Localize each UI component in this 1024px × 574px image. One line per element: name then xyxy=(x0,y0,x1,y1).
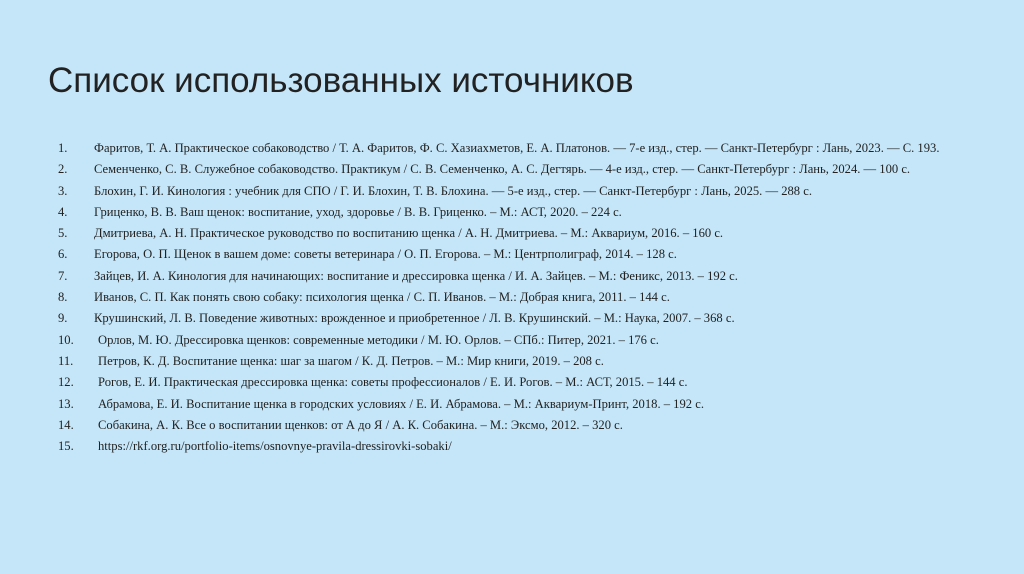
source-number: 1. xyxy=(58,141,68,155)
source-item xyxy=(58,244,978,265)
source-number: 2. xyxy=(58,162,68,177)
source-item xyxy=(58,266,978,287)
source-item xyxy=(58,330,978,351)
source-number: 15. xyxy=(58,439,74,454)
source-item xyxy=(58,308,978,329)
source-text: Петров, К. Д. Воспитание щенка: шаг за шагом / К. Д. Петров. – М.: Мир книги, 2019. – 208 с. xyxy=(98,353,604,368)
source-text: Фаритов, Т. А. Практическое собаководство / Т. А. Фаритов, Ф. С. Хазиахметов, Е. А. Платонов. — 7-е изд., стер. — Санкт-Петербург : Лань, 2023. — С. 193. xyxy=(94,141,940,155)
source-number: 10. xyxy=(58,332,74,347)
source-text: Зайцев, И. А. Кинология для начинающих: воспитание и дрессировка щенка / И. А. Зайцев. – М.: Феникс, 2013. – 192 с. xyxy=(94,268,738,283)
source-number: 5. xyxy=(58,226,68,241)
source-text: Дмитриева, А. Н. Практическое руководство по воспитанию щенка / А. Н. Дмитриева. – М.: Аквариум, 2016. – 160 с. xyxy=(94,226,724,241)
sources-list xyxy=(58,138,978,457)
source-number: 14. xyxy=(58,417,74,432)
source-text: Абрамова, Е. И. Воспитание щенка в городских условиях / Е. И. Абрамова. – М.: Аквариум-Принт, 2018. – 192 с. xyxy=(98,396,704,411)
source-item xyxy=(58,415,978,436)
source-item xyxy=(58,202,978,223)
source-number: 6. xyxy=(58,247,68,262)
source-text: Рогов, Е. И. Практическая дрессировка щенка: советы профессионалов / Е. И. Рогов. – М.: АСТ, 2015. – 144 с. xyxy=(98,375,688,390)
source-text: Семенченко, С. В. Служебное собаководство. Практикум / С. В. Семенченко, А. С. Дегтярь. — 4-е изд., стер. — Санкт-Петербург : Лань, 2024. — 100 с. xyxy=(94,162,911,177)
source-text: Иванов, С. П. Как понять свою собаку: психология щенка / С. П. Иванов. – М.: Добрая книга, 2011. – 144 с. xyxy=(94,290,670,305)
source-item xyxy=(58,223,978,244)
source-item xyxy=(58,394,978,415)
source-number: 3. xyxy=(58,183,68,198)
source-item xyxy=(58,351,978,372)
source-item xyxy=(58,436,978,457)
source-number: 12. xyxy=(58,375,74,390)
source-item xyxy=(58,138,978,159)
source-number: 7. xyxy=(58,268,68,283)
source-item xyxy=(58,159,978,180)
source-text: Орлов, М. Ю. Дрессировка щенков: современные методики / М. Ю. Орлов. – СПб.: Питер, 2021. – 176 с. xyxy=(98,332,659,347)
source-number: 9. xyxy=(58,311,68,326)
source-text: Блохин, Г. И. Кинология : учебник для СПО / Г. И. Блохин, Т. В. Блохина. — 5-е изд., стер. — Санкт-Петербург : Лань, 2025. — 288 с. xyxy=(94,183,812,198)
source-item xyxy=(58,287,978,308)
slide-title: Список использованных источников xyxy=(48,61,634,100)
source-number: 11. xyxy=(58,353,74,368)
source-text: Собакина, А. К. Все о воспитании щенков: от А до Я / А. К. Собакина. – М.: Эксмо, 2012. – 320 с. xyxy=(98,417,623,432)
source-number: 13. xyxy=(58,396,74,411)
source-text: Егорова, О. П. Щенок в вашем доме: советы ветеринара / О. П. Егорова. – М.: Центрполиграф, 2014. – 128 с. xyxy=(94,247,677,262)
source-link[interactable]: https://rkf.org.ru/portfolio-items/osnovnye-pravila-dressirovki-sobaki/ xyxy=(98,439,452,454)
source-item xyxy=(58,372,978,393)
source-number: 8. xyxy=(58,290,68,305)
source-text: Крушинский, Л. В. Поведение животных: врожденное и приобретенное / Л. В. Крушинский. – М.: Наука, 2007. – 368 с. xyxy=(94,311,735,326)
source-item xyxy=(58,181,978,202)
source-number: 4. xyxy=(58,204,68,219)
source-text: Гриценко, В. В. Ваш щенок: воспитание, уход, здоровье / В. В. Гриценко. – М.: АСТ, 2020. – 224 с. xyxy=(94,204,622,219)
